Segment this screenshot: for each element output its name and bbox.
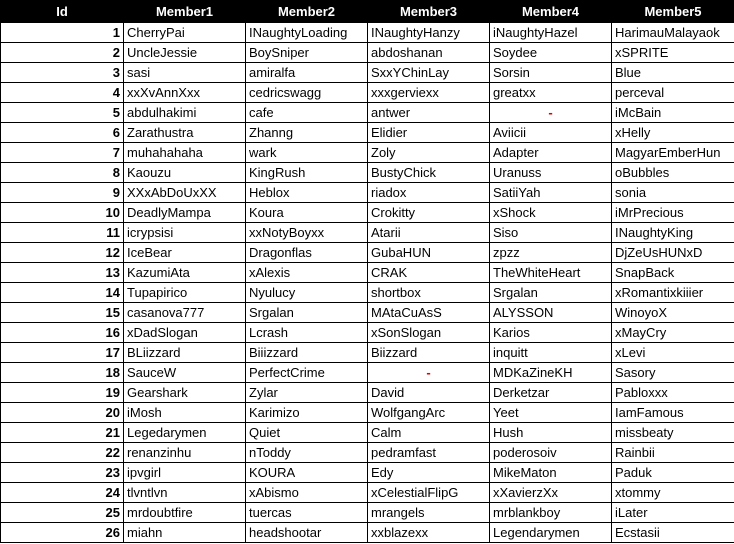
table-row	[1, 163, 734, 183]
member4-cell: inquitt	[490, 343, 612, 363]
table-row	[1, 223, 734, 243]
table-row	[1, 403, 734, 423]
id-cell: 14	[1, 283, 124, 303]
member3-cell: mrangels	[368, 503, 490, 523]
id-cell: 22	[1, 443, 124, 463]
member4-cell: iNaughtyHazel	[490, 23, 612, 43]
id-cell: 25	[1, 503, 124, 523]
id-cell: 21	[1, 423, 124, 443]
member5-cell: xHelly	[612, 123, 734, 143]
table-row	[1, 283, 734, 303]
id-cell: 23	[1, 463, 124, 483]
member3-cell: Edy	[368, 463, 490, 483]
member5-cell: Ecstasii	[612, 523, 734, 543]
member1-cell: Tupapirico	[124, 283, 246, 303]
table-row	[1, 23, 734, 43]
member4-cell: xXavierzXx	[490, 483, 612, 503]
member2-cell: xAlexis	[246, 263, 368, 283]
member1-cell: sasi	[124, 63, 246, 83]
member4-cell: Uranuss	[490, 163, 612, 183]
member3-cell: xxxgerviexx	[368, 83, 490, 103]
header-member1: Member1	[124, 1, 246, 23]
member2-cell: Nyulucy	[246, 283, 368, 303]
member5-cell: oBubbles	[612, 163, 734, 183]
member5-cell: DjZeUsHUNxD	[612, 243, 734, 263]
id-cell: 13	[1, 263, 124, 283]
member2-cell: Koura	[246, 203, 368, 223]
member5-cell: MagyarEmberHun	[612, 143, 734, 163]
member5-cell: Blue	[612, 63, 734, 83]
member1-cell: UncleJessie	[124, 43, 246, 63]
member4-cell: Aviicii	[490, 123, 612, 143]
member2-cell: wark	[246, 143, 368, 163]
member1-cell: casanova777	[124, 303, 246, 323]
member1-cell: KazumiAta	[124, 263, 246, 283]
member1-cell: xxXvAnnXxx	[124, 83, 246, 103]
id-cell: 6	[1, 123, 124, 143]
header-id: Id	[1, 1, 124, 23]
id-cell: 8	[1, 163, 124, 183]
member2-cell: Zylar	[246, 383, 368, 403]
table-row	[1, 503, 734, 523]
id-cell: 24	[1, 483, 124, 503]
member4-cell: Legendarymen	[490, 523, 612, 543]
member4-cell: MDKaZineKH	[490, 363, 612, 383]
member3-cell: xSonSlogan	[368, 323, 490, 343]
member1-cell: mrdoubtfire	[124, 503, 246, 523]
table-row	[1, 323, 734, 343]
member2-cell: xxNotyBoyxx	[246, 223, 368, 243]
member4-cell: xShock	[490, 203, 612, 223]
member1-cell: SauceW	[124, 363, 246, 383]
member3-cell: riadox	[368, 183, 490, 203]
member3-cell: CRAK	[368, 263, 490, 283]
member4-cell: -	[490, 103, 612, 123]
table-row	[1, 423, 734, 443]
member2-cell: cafe	[246, 103, 368, 123]
member4-cell: mrblankboy	[490, 503, 612, 523]
id-cell: 26	[1, 523, 124, 543]
member1-cell: Legedarymen	[124, 423, 246, 443]
table-row	[1, 363, 734, 383]
table-row	[1, 123, 734, 143]
id-cell: 20	[1, 403, 124, 423]
member4-cell: greatxx	[490, 83, 612, 103]
member4-cell: Karios	[490, 323, 612, 343]
member1-cell: XXxAbDoUxXX	[124, 183, 246, 203]
member5-cell: xMayCry	[612, 323, 734, 343]
member3-cell: BustyChick	[368, 163, 490, 183]
member4-cell: ALYSSON	[490, 303, 612, 323]
member5-cell: iLater	[612, 503, 734, 523]
member4-cell: SatiiYah	[490, 183, 612, 203]
header-row	[1, 1, 734, 23]
member2-cell: cedricswagg	[246, 83, 368, 103]
member3-cell: GubaHUN	[368, 243, 490, 263]
member3-cell: Elidier	[368, 123, 490, 143]
table-row	[1, 523, 734, 543]
member3-cell: SxxYChinLay	[368, 63, 490, 83]
member3-cell: xCelestialFlipG	[368, 483, 490, 503]
member4-cell: Sorsin	[490, 63, 612, 83]
member2-cell: nToddy	[246, 443, 368, 463]
table-body	[1, 23, 734, 543]
header-member2: Member2	[246, 1, 368, 23]
member5-cell: IamFamous	[612, 403, 734, 423]
member5-cell: sonia	[612, 183, 734, 203]
member3-cell: pedramfast	[368, 443, 490, 463]
member5-cell: xSPRITE	[612, 43, 734, 63]
member5-cell: WinoyoX	[612, 303, 734, 323]
table-row	[1, 143, 734, 163]
id-cell: 7	[1, 143, 124, 163]
member1-cell: ipvgirl	[124, 463, 246, 483]
table-header	[1, 1, 734, 23]
member3-cell: Crokitty	[368, 203, 490, 223]
member2-cell: amiralfa	[246, 63, 368, 83]
member1-cell: muhahahaha	[124, 143, 246, 163]
member1-cell: renanzinhu	[124, 443, 246, 463]
member3-cell: Zoly	[368, 143, 490, 163]
id-cell: 1	[1, 23, 124, 43]
header-member3: Member3	[368, 1, 490, 23]
member3-cell: antwer	[368, 103, 490, 123]
table-row	[1, 463, 734, 483]
id-cell: 17	[1, 343, 124, 363]
member2-cell: Dragonflas	[246, 243, 368, 263]
table-row	[1, 383, 734, 403]
member3-cell: David	[368, 383, 490, 403]
member2-cell: KingRush	[246, 163, 368, 183]
member3-cell: MAtaCuAsS	[368, 303, 490, 323]
id-cell: 12	[1, 243, 124, 263]
header-member4: Member4	[490, 1, 612, 23]
member1-cell: xDadSlogan	[124, 323, 246, 343]
member3-cell: WolfgangArc	[368, 403, 490, 423]
table-row	[1, 103, 734, 123]
member2-cell: INaughtyLoading	[246, 23, 368, 43]
member4-cell: Soydee	[490, 43, 612, 63]
member4-cell: poderosoiv	[490, 443, 612, 463]
member1-cell: Kaouzu	[124, 163, 246, 183]
member1-cell: miahn	[124, 523, 246, 543]
member5-cell: HarimauMalayaok	[612, 23, 734, 43]
member5-cell: missbeaty	[612, 423, 734, 443]
table-row	[1, 63, 734, 83]
member5-cell: Sasory	[612, 363, 734, 383]
table-row	[1, 303, 734, 323]
member5-cell: SnapBack	[612, 263, 734, 283]
member4-cell: Siso	[490, 223, 612, 243]
member5-cell: xLevi	[612, 343, 734, 363]
member4-cell: TheWhiteHeart	[490, 263, 612, 283]
id-cell: 16	[1, 323, 124, 343]
table-row	[1, 83, 734, 103]
id-cell: 4	[1, 83, 124, 103]
id-cell: 3	[1, 63, 124, 83]
header-member5: Member5	[612, 1, 734, 23]
id-cell: 18	[1, 363, 124, 383]
member4-cell: Derketzar	[490, 383, 612, 403]
member5-cell: xRomantixkiiier	[612, 283, 734, 303]
member3-cell: -	[368, 363, 490, 383]
table-row	[1, 203, 734, 223]
member3-cell: Biizzard	[368, 343, 490, 363]
member2-cell: Zhanng	[246, 123, 368, 143]
id-cell: 2	[1, 43, 124, 63]
member3-cell: Atarii	[368, 223, 490, 243]
table-row	[1, 343, 734, 363]
member1-cell: DeadlyMampa	[124, 203, 246, 223]
member4-cell: Hush	[490, 423, 612, 443]
table-row	[1, 263, 734, 283]
member1-cell: Zarathustra	[124, 123, 246, 143]
member2-cell: Srgalan	[246, 303, 368, 323]
member2-cell: Biiizzard	[246, 343, 368, 363]
member5-cell: INaughtyKing	[612, 223, 734, 243]
member4-cell: zpzz	[490, 243, 612, 263]
member3-cell: xxblazexx	[368, 523, 490, 543]
member5-cell: iMrPrecious	[612, 203, 734, 223]
table-row	[1, 243, 734, 263]
member2-cell: xAbismo	[246, 483, 368, 503]
member5-cell: xtommy	[612, 483, 734, 503]
member4-cell: Yeet	[490, 403, 612, 423]
table-row	[1, 443, 734, 463]
member1-cell: icrypsisi	[124, 223, 246, 243]
table-row	[1, 43, 734, 63]
member2-cell: Heblox	[246, 183, 368, 203]
id-cell: 5	[1, 103, 124, 123]
member5-cell: Paduk	[612, 463, 734, 483]
member4-cell: Srgalan	[490, 283, 612, 303]
member1-cell: tlvntlvn	[124, 483, 246, 503]
table-row	[1, 183, 734, 203]
member5-cell: iMcBain	[612, 103, 734, 123]
id-cell: 11	[1, 223, 124, 243]
member1-cell: CherryPai	[124, 23, 246, 43]
member2-cell: BoySniper	[246, 43, 368, 63]
table-row	[1, 483, 734, 503]
member1-cell: abdulhakimi	[124, 103, 246, 123]
id-cell: 10	[1, 203, 124, 223]
id-cell: 15	[1, 303, 124, 323]
member2-cell: PerfectCrime	[246, 363, 368, 383]
member2-cell: Karimizo	[246, 403, 368, 423]
member3-cell: shortbox	[368, 283, 490, 303]
member3-cell: INaughtyHanzy	[368, 23, 490, 43]
id-cell: 9	[1, 183, 124, 203]
member5-cell: Rainbii	[612, 443, 734, 463]
member1-cell: iMosh	[124, 403, 246, 423]
member5-cell: perceval	[612, 83, 734, 103]
member5-cell: Pabloxxx	[612, 383, 734, 403]
member2-cell: Lcrash	[246, 323, 368, 343]
id-cell: 19	[1, 383, 124, 403]
member1-cell: IceBear	[124, 243, 246, 263]
member3-cell: Calm	[368, 423, 490, 443]
member1-cell: Gearshark	[124, 383, 246, 403]
member3-cell: abdoshanan	[368, 43, 490, 63]
member4-cell: MikeMaton	[490, 463, 612, 483]
member4-cell: Adapter	[490, 143, 612, 163]
member2-cell: KOURA	[246, 463, 368, 483]
member1-cell: BLiizzard	[124, 343, 246, 363]
member2-cell: Quiet	[246, 423, 368, 443]
member2-cell: tuercas	[246, 503, 368, 523]
member2-cell: headshootar	[246, 523, 368, 543]
